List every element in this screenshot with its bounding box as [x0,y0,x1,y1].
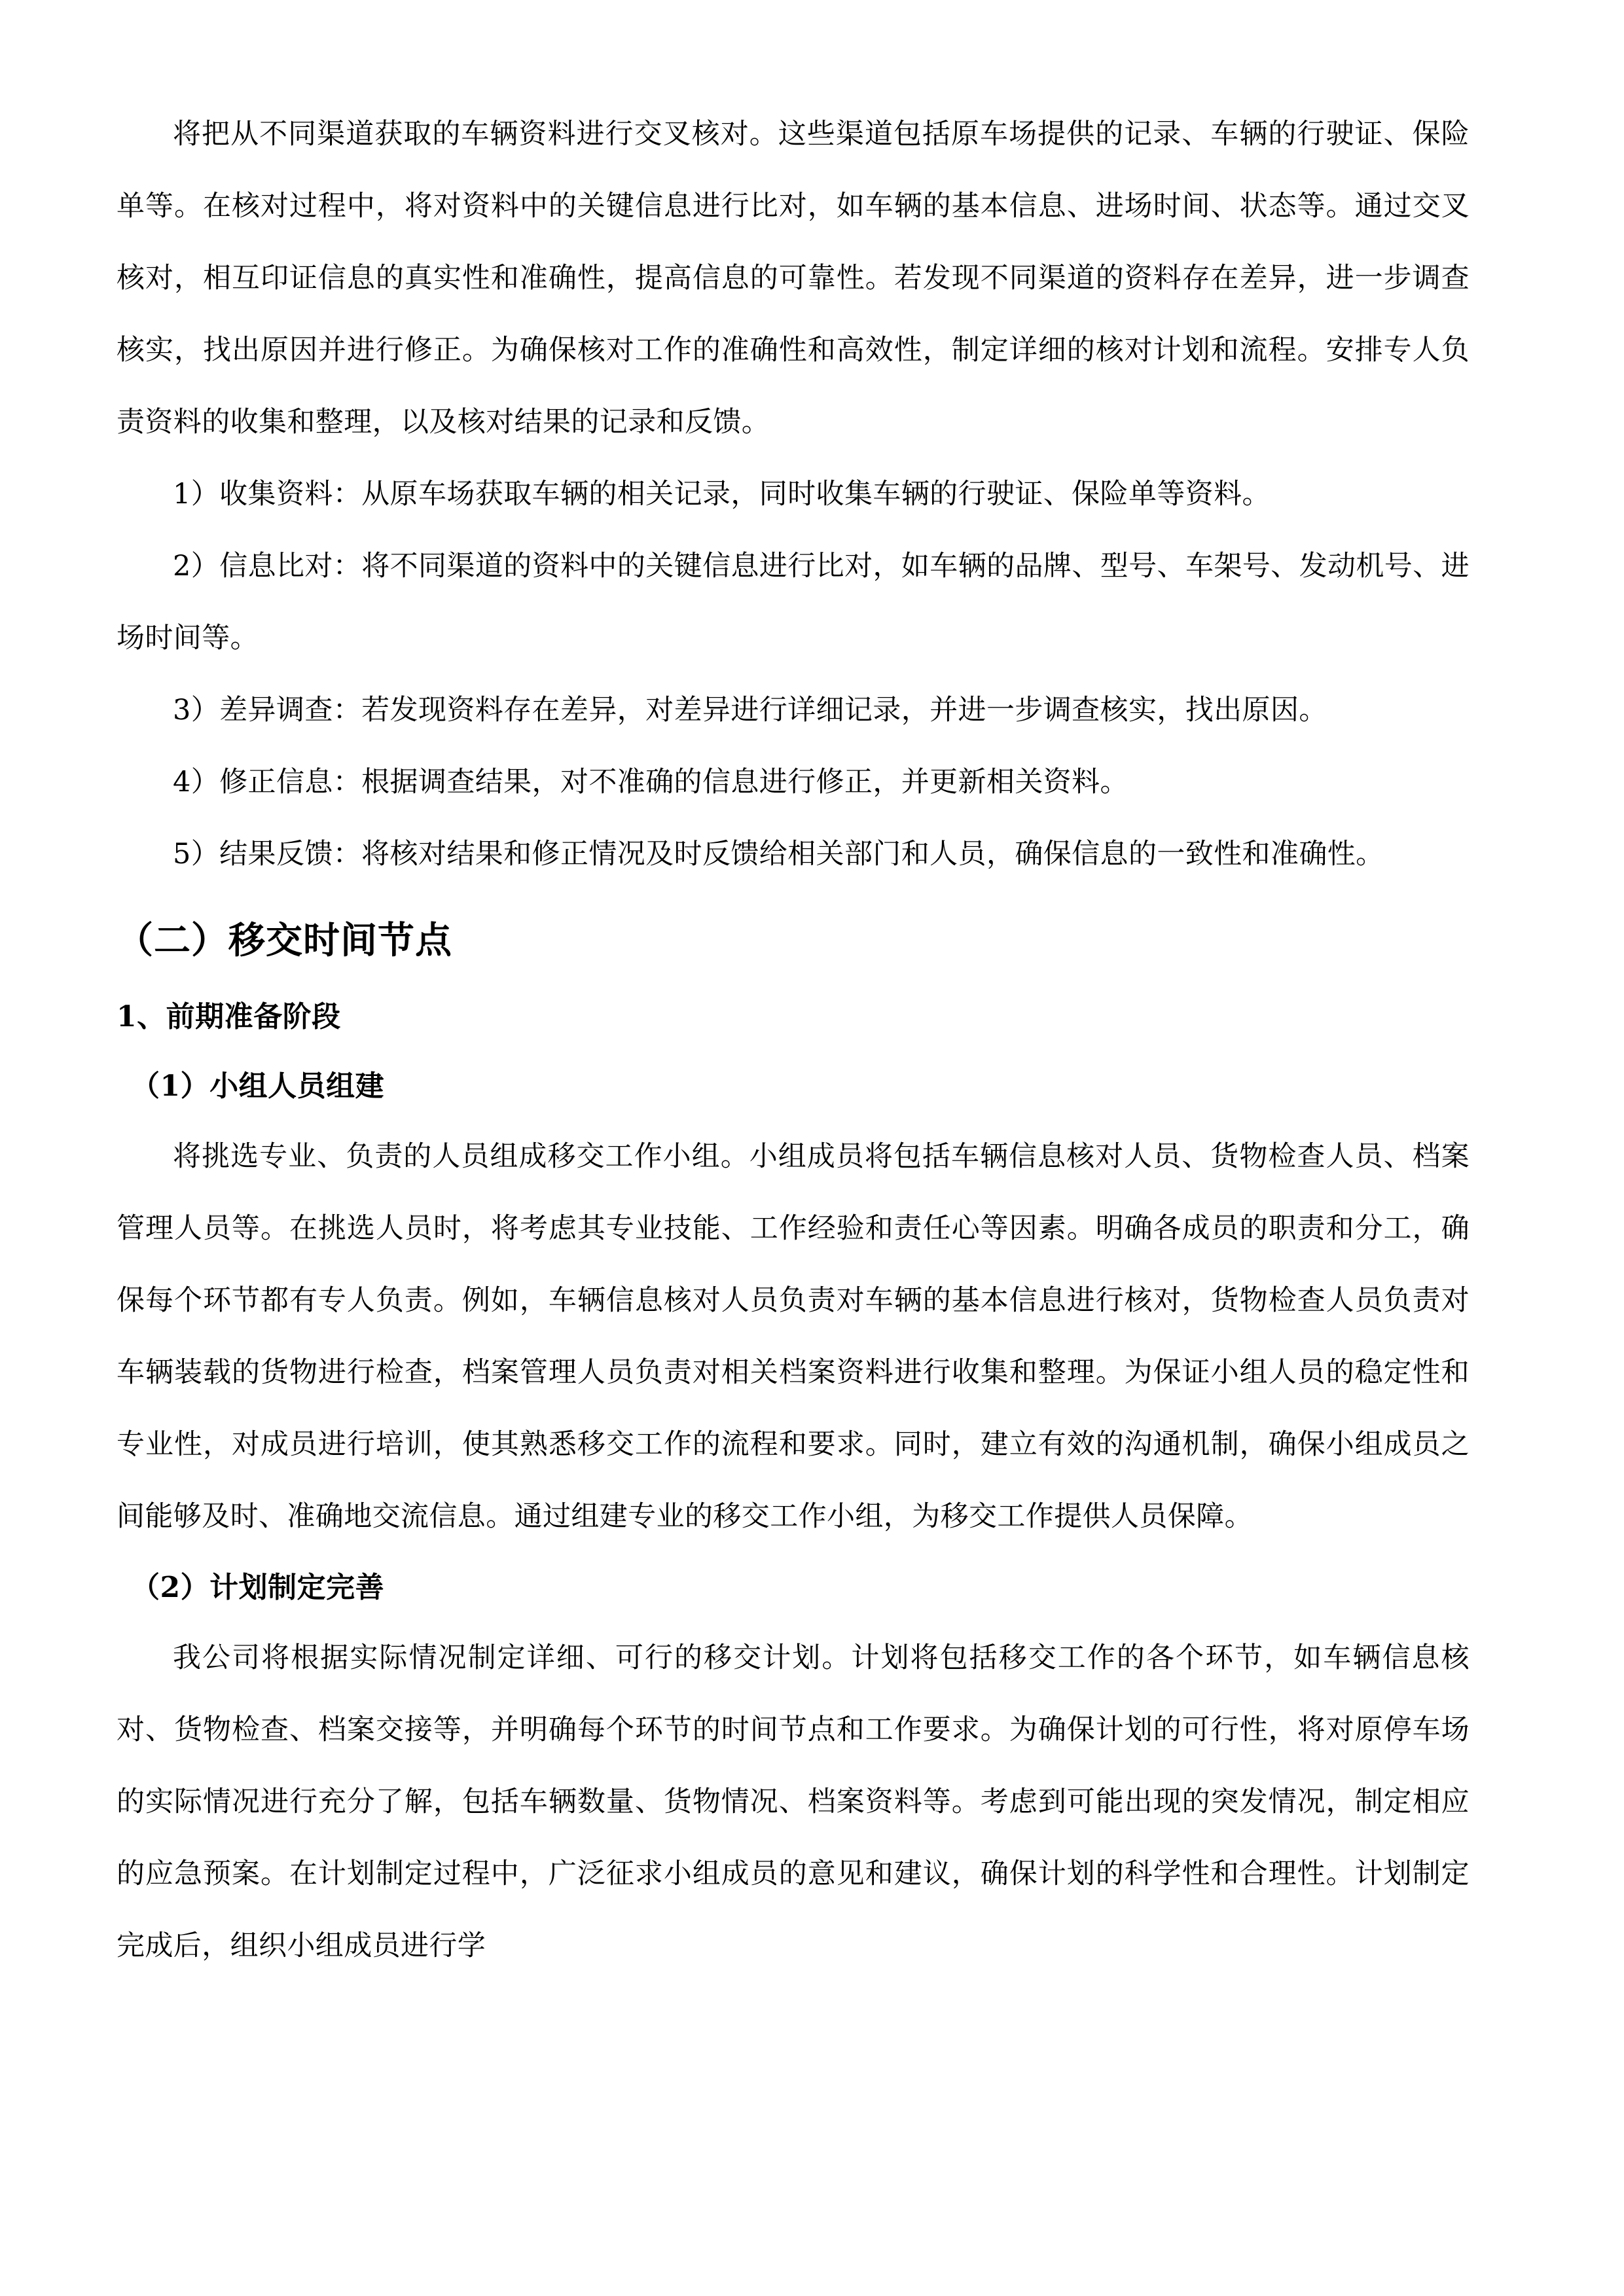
list-item-2-info-comparison: 2）信息比对：将不同渠道的资料中的关键信息进行比对，如车辆的品牌、型号、车架号、发动机号、进场时间等。 [117,550,1470,655]
list-item-4-correct-info: 4）修正信息：根据调查结果，对不准确的信息进行修正，并更新相关资料。 [173,766,1128,798]
subheading-preparation-phase: 1、前期准备阶段 [117,1000,341,1033]
list-item-5-result-feedback: 5）结果反馈：将核对结果和修正情况及时反馈给相关部门和人员，确保信息的一致性和准确性。 [173,838,1384,870]
section-heading-handover-timeline: （二）移交时间节点 [117,919,452,962]
subheading-team-formation: （1）小组人员组建 [131,1069,385,1103]
paragraph-plan-development: 我公司将根据实际情况制定详细、可行的移交计划。计划将包括移交工作的各个环节，如车辆信息核对、货物检查、档案交接等，并明确每个环节的时间节点和工作要求。为确保计划的可行性，将对原停车场的实际情况进行充分了解，包括车辆数量、货物情况、档案资料等。考虑到可能出现的突发情况，制定相应的应急预案。在计划制定过程中，广泛征求小组成员的意见和建议，确保计划的科学性和合理性。计划制定完成后，组织小组成员进行学 [117,1641,1470,1962]
list-item-1-collect-data: 1）收集资料：从原车场获取车辆的相关记录，同时收集车辆的行驶证、保险单等资料。 [173,478,1271,511]
subheading-plan-development: （2）计划制定完善 [131,1571,385,1604]
list-item-3-discrepancy-investigation: 3）差异调查：若发现资料存在差异，对差异进行详细记录，并进一步调查核实，找出原因。 [173,694,1327,726]
paragraph-cross-check: 将把从不同渠道获取的车辆资料进行交叉核对。这些渠道包括原车场提供的记录、车辆的行驶证、保险单等。在核对过程中，将对资料中的关键信息进行比对，如车辆的基本信息、进场时间、状态等。通过交叉核对，相互印证信息的真实性和准确性，提高信息的可靠性。若发现不同渠道的资料存在差异，进一步调查核实，找出原因并进行修正。为确保核对工作的准确性和高效性，制定详细的核对计划和流程。安排专人负责资料的收集和整理，以及核对结果的记录和反馈。 [117,118,1470,439]
paragraph-team-formation: 将挑选专业、负责的人员组成移交工作小组。小组成员将包括车辆信息核对人员、货物检查人员、档案管理人员等。在挑选人员时，将考虑其专业技能、工作经验和责任心等因素。明确各成员的职责和分工，确保每个环节都有专人负责。例如，车辆信息核对人员负责对车辆的基本信息进行核对，货物检查人员负责对车辆装载的货物进行检查，档案管理人员负责对相关档案资料进行收集和整理。为保证小组人员的稳定性和专业性，对成员进行培训，使其熟悉移交工作的流程和要求。同时，建立有效的沟通机制，确保小组成员之间能够及时、准确地交流信息。通过组建专业的移交工作小组，为移交工作提供人员保障。 [117,1140,1470,1533]
